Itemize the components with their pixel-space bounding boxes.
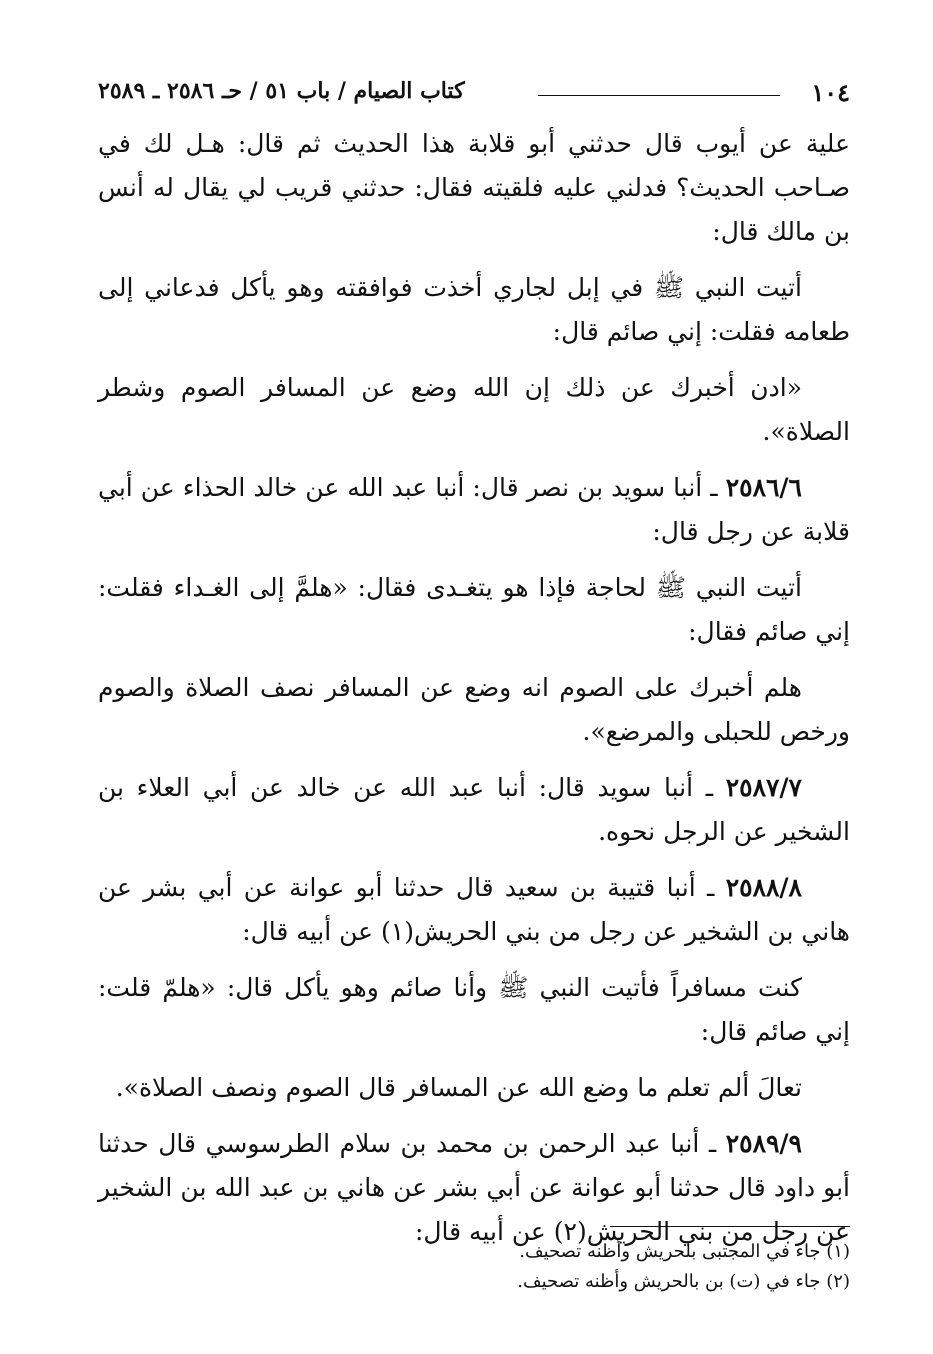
paragraph-text: ـ أنبا سويد بن نصر قال: أنبا عبد الله عن خالد الحذاء عن أبي قلابة عن رجل قال: xyxy=(98,473,850,546)
footnote-rule xyxy=(610,1226,850,1227)
hadith-number: ٢٥٨٦/٦ xyxy=(725,473,802,502)
page-header xyxy=(98,72,850,112)
footnote-2: (٢) جاء في (ت) بن بالحريش وأظنه تصحيف. xyxy=(517,1271,850,1292)
paragraph-text: ـ أنبا سويد قال: أنبا عبد الله عن خالد عن أبي العلاء بن الشخير عن الرجل نحوه. xyxy=(98,773,850,846)
hadith-number: ٢٥٨٨/٨ xyxy=(725,873,802,902)
paragraph-text: ـ أنبا قتيبة بن سعيد قال حدثنا أبو عوانة عن أبي بشر عن هاني بن الشخير عن رجل من بني الحريش(١) عن أبيه قال: xyxy=(98,873,850,946)
paragraph-text: «ادن أخبرك عن ذلك إن الله وضع عن المسافر الصوم وشطر الصلاة». xyxy=(98,373,850,446)
paragraph xyxy=(98,866,850,954)
hadith-number: ٢٥٨٧/٧ xyxy=(725,773,802,802)
footnotes xyxy=(98,1226,850,1297)
paragraph-text: ـ أنبا عبد الرحمن بن محمد بن سلام الطرسوسي قال حدثنا أبو داود قال حدثنا أبو عوانة عن أبي بشر عن هاني بن عبد الله بن الشخير عن رجل من بني الحريش(٢) عن أبيه قال: xyxy=(98,1129,850,1246)
paragraph-text: تعالَ ألم تعلم ما وضع الله عن المسافر قال الصوم ونصف الصلاة». xyxy=(115,1073,802,1102)
main-text xyxy=(98,122,850,1266)
header-rule xyxy=(538,95,780,96)
page-number: ١٠٤ xyxy=(811,78,850,107)
paragraph xyxy=(98,566,850,654)
paragraph-text: كنت مسافراً فأتيت النبي ﷺ وأنا صائم وهو يأكل قال: «هلمّ قلت: إني صائم قال: xyxy=(98,973,850,1046)
paragraph xyxy=(98,666,850,754)
paragraph-text: أتيت النبي ﷺ في إبل لجاري أخذت فوافقته وهو يأكل فدعاني إلى طعامه فقلت: إني صائم قال: xyxy=(98,273,850,346)
paragraph xyxy=(98,122,850,254)
hadith-number: ٢٥٨٩/٩ xyxy=(725,1129,802,1158)
paragraph-text: علية عن أيوب قال حدثني أبو قلابة هذا الحديث ثم قال: هـل لك في صـاحب الحديث؟ فدلني عليه فلقيته فقال: حدثني قريب لي يقال له أنس بن مالك قال: xyxy=(98,129,850,246)
paragraph xyxy=(98,266,850,354)
paragraph xyxy=(98,1066,850,1110)
paragraph-text: أتيت النبي ﷺ لحاجة فإذا هو يتغـدى فقال: «هلمَّ إلى الغـداء فقلت: إني صائم فقال: xyxy=(98,573,850,646)
paragraph xyxy=(98,366,850,454)
paragraph xyxy=(98,466,850,554)
footnote-1: (١) جاء في المجتبى بلحريش وأظنه تصحيف. xyxy=(519,1241,850,1262)
paragraph xyxy=(98,966,850,1054)
paragraph-text: هلم أخبرك على الصوم انه وضع عن المسافر نصف الصلاة والصوم ورخص للحبلى والمرضع». xyxy=(98,673,850,746)
running-title: كتاب الصيام / باب ٥١ / حـ ٢٥٨٦ ـ ٢٥٨٩ xyxy=(98,78,465,104)
paragraph xyxy=(98,766,850,854)
